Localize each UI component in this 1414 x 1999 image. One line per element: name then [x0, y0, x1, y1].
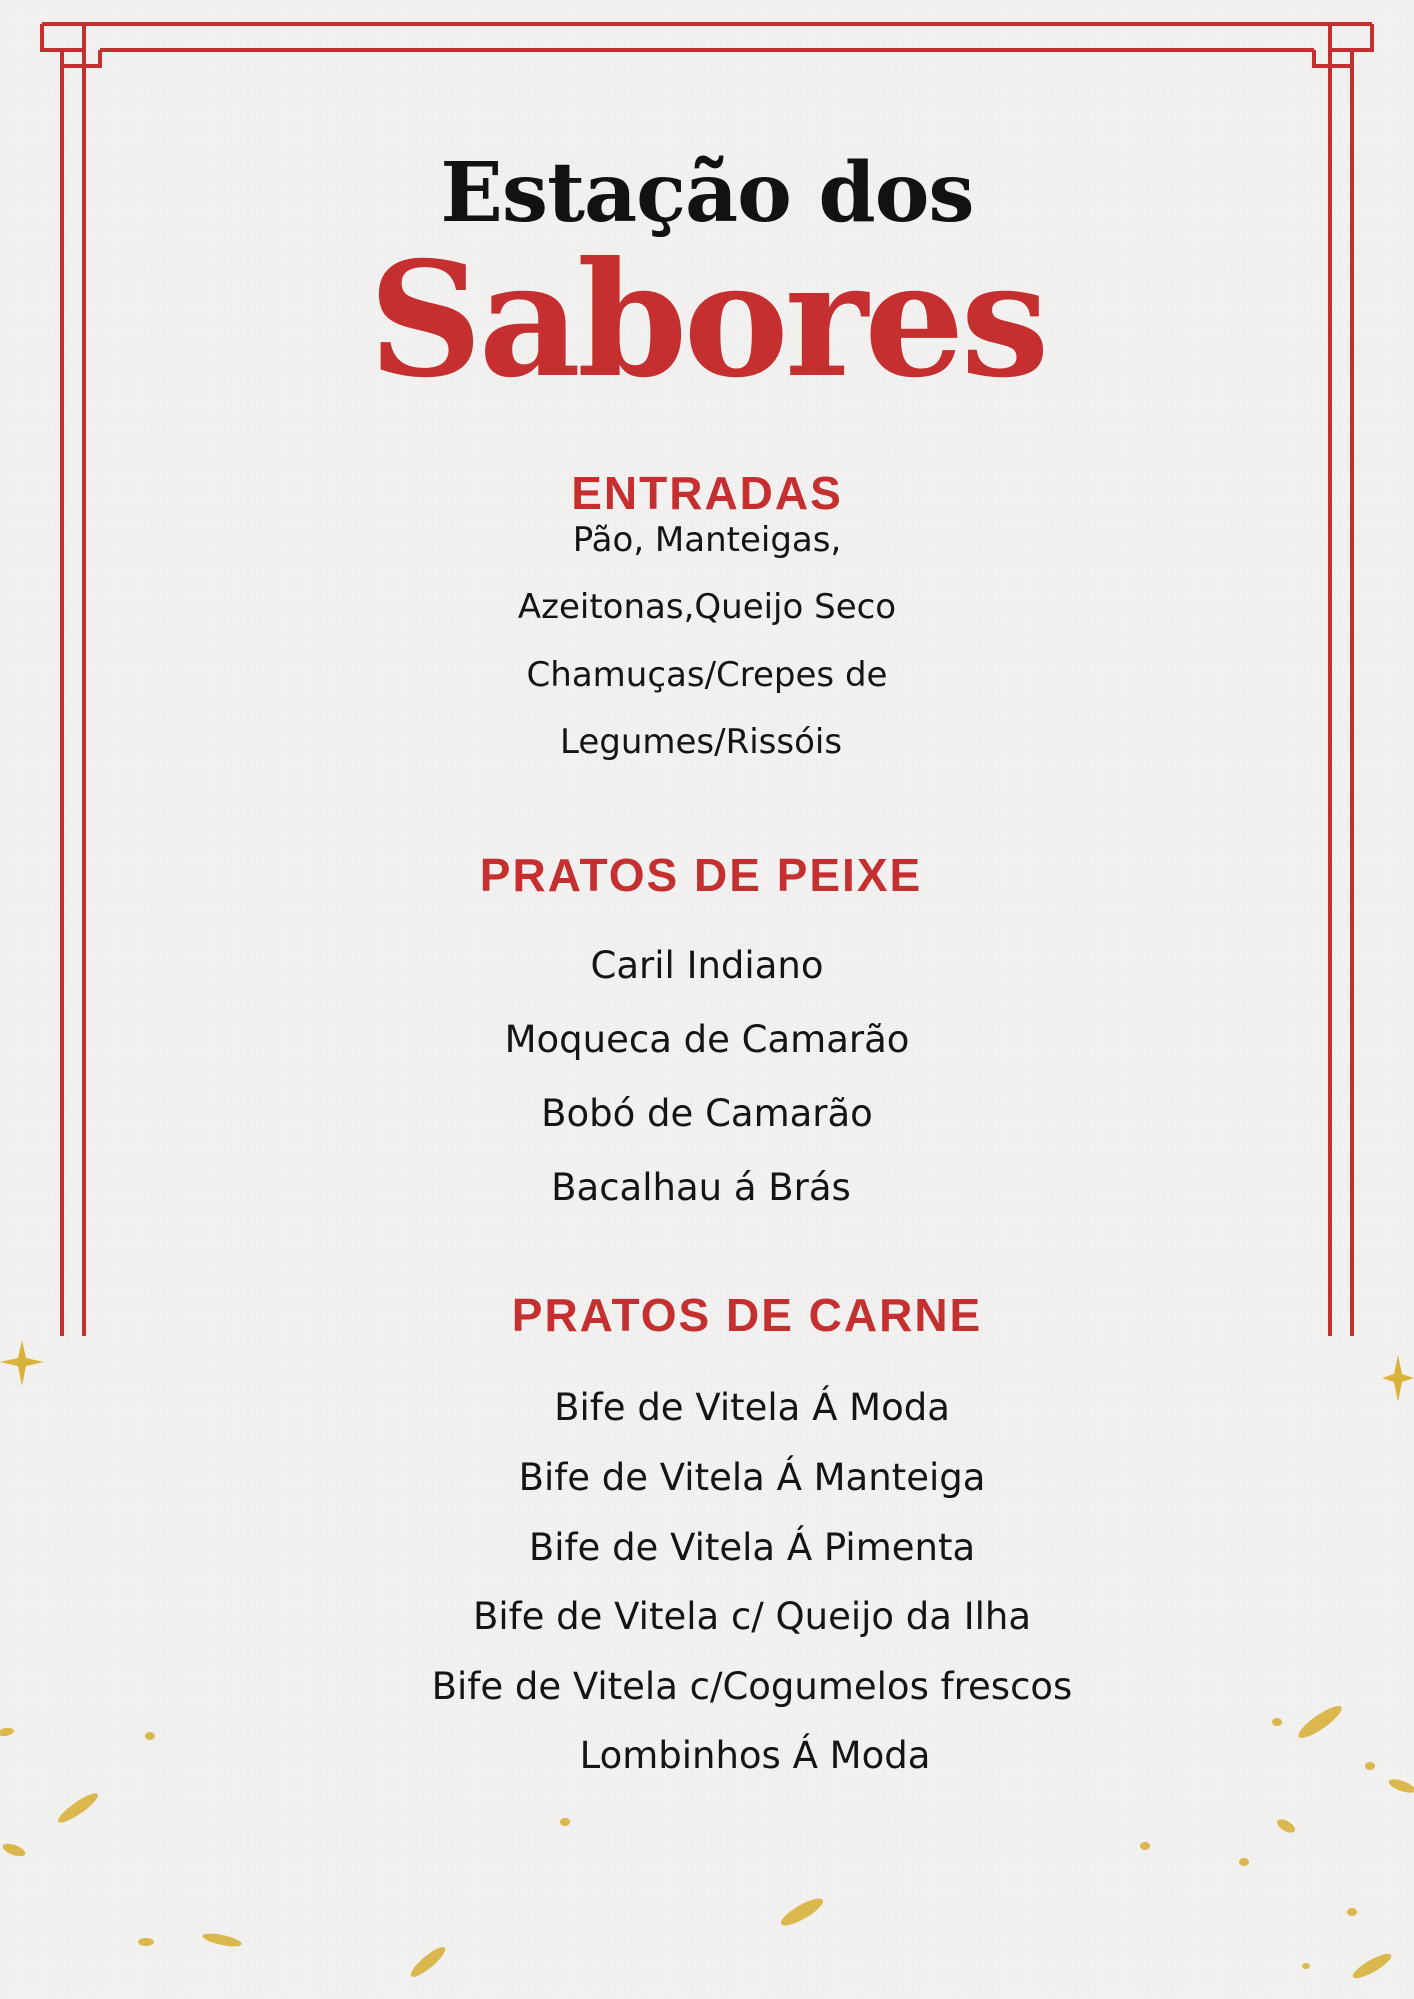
- menu-item: Lombinhos Á Moda: [579, 1734, 931, 1777]
- menu-item: Bife de Vitela Á Moda: [554, 1386, 950, 1429]
- menu-item: Bife de Vitela Á Manteiga: [518, 1456, 986, 1499]
- section-heading-carne: PRATOS DE CARNE: [511, 1289, 983, 1341]
- menu-item: Azeitonas,Queijo Seco: [517, 587, 897, 627]
- menu-item: Caril Indiano: [590, 944, 824, 987]
- menu-item: Bobó de Camarão: [541, 1092, 873, 1135]
- menu-item: Bife de Vitela Á Pimenta: [528, 1526, 976, 1569]
- section-heading-entradas: ENTRADAS: [571, 467, 843, 519]
- menu-item: Moqueca de Camarão: [504, 1018, 910, 1061]
- title-line-1: Estação dos: [440, 145, 974, 241]
- menu-item: Legumes/Rissóis: [559, 722, 843, 762]
- title-line-2: Sabores: [368, 228, 1046, 413]
- menu-item: Chamuças/Crepes de: [526, 655, 888, 695]
- menu-item: Bife de Vitela c/ Queijo da Ilha: [472, 1595, 1032, 1638]
- menu-item: Bacalhau á Brás: [551, 1166, 851, 1209]
- section-heading-peixe: PRATOS DE PEIXE: [479, 849, 923, 901]
- menu-item: Pão, Manteigas,: [572, 520, 842, 560]
- menu-item: Bife de Vitela c/Cogumelos frescos: [431, 1665, 1073, 1708]
